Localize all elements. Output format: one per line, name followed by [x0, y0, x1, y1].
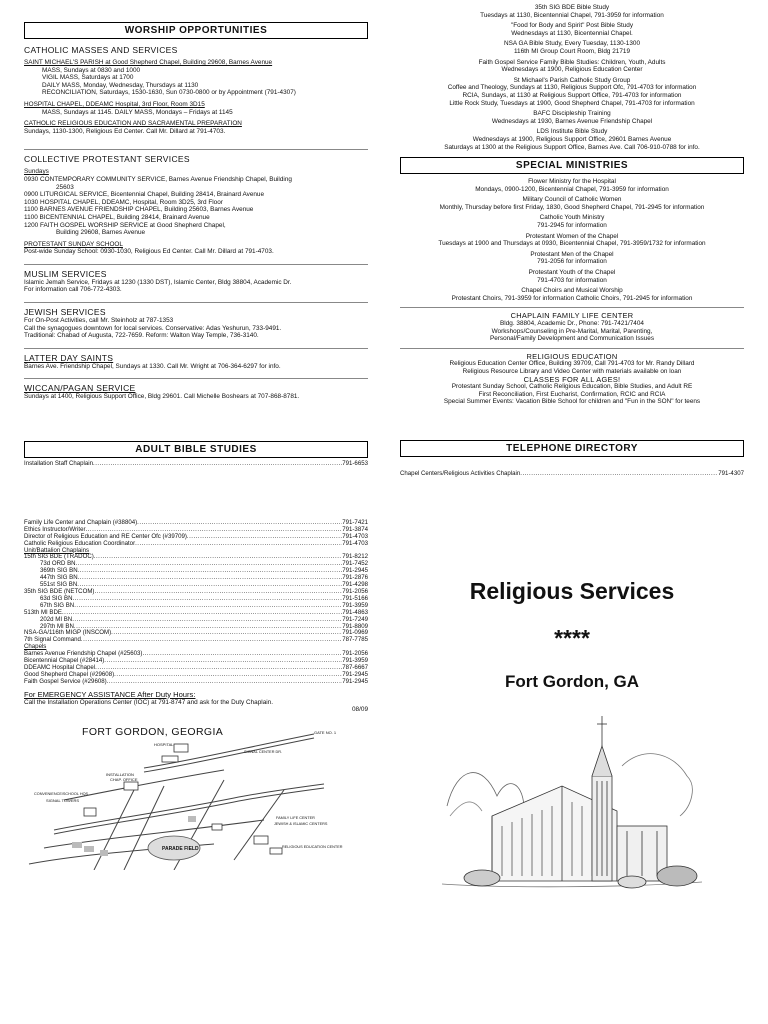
directory-entry-name: Unit/Battalion Chaplains: [24, 546, 90, 554]
bible-study-line: Saturdays at 1300 at the Religious Support Office, Barnes Ave. Call 706-910-0788 for info.: [444, 143, 700, 151]
map-label-parade: PARADE FIELD: [162, 845, 199, 852]
directory-entry-name: NSA-GA/116th MIGP (INSCOM): [24, 629, 112, 637]
directory-entry: [24, 610, 368, 617]
adult-bible-header: ADULT BIBLE STUDIES: [24, 441, 368, 458]
catholic-title: CATHOLIC MASSES AND SERVICES: [24, 45, 178, 55]
directory-entry: [24, 679, 368, 686]
family-life-center-section: [400, 312, 744, 342]
religious-ed-line: Special Summer Events: Vacation Bible School for children and "Fun in the SON" for teens: [443, 398, 701, 406]
ministry-line: 791-4703 for information: [537, 276, 607, 284]
family-center-line: CHAPLAIN FAMILY LIFE CENTER: [510, 312, 634, 320]
ministry-line: Chapel Choirs and Musical Worship: [521, 287, 623, 295]
special-ministries-list: [400, 178, 744, 302]
directory-entry-name: Good Shepherd Chapel (#29608): [24, 670, 115, 678]
directory-entry-name: 551st SIG BN: [40, 581, 78, 589]
map-label-hospital: HOSPITAL: [154, 741, 174, 747]
catholic-section: [24, 59, 368, 135]
directory-entry-name: Ethics Instructor/Writer: [24, 525, 86, 533]
bible-study-line: Coffee and Theology, Sundays at 1130, Religious Support Ofc, 791-4703 for information: [447, 84, 697, 92]
cover-location: Fort Gordon, GA: [504, 671, 640, 691]
bible-study-line: Wednesdays at 1930, Barnes Avenue Friendship Chapel: [491, 117, 653, 125]
catholic-line: VIGIL MASS, Saturdays at 1700: [42, 74, 134, 82]
jewish-line: Call the synagogues downtown for local services. Conservative: Adas Yeshurun, 733-9491.: [24, 324, 282, 332]
bible-study-line: Faith Gospel Service Family Bible Studies: Children, Youth, Adults: [478, 58, 666, 66]
family-center-line: Personal/Family Development and Communication Issues: [489, 335, 655, 343]
ministry-line: Protestant Men of the Chapel: [530, 250, 614, 258]
catholic-line: SAINT MICHAEL'S PARISH at Good Shepherd Chapel, Building 29608, Barnes Avenue: [24, 59, 273, 66]
directory-entry-name: Faith Gospel Service (#29608): [24, 677, 107, 685]
left-column: [24, 0, 368, 870]
directory-entry-number: 791-2056: [342, 650, 368, 658]
directory-entry-name: Family Life Center and Chaplain (#38804): [24, 518, 138, 526]
directory-entry-number: 791-5166: [342, 594, 368, 602]
bible-study-line: NSA GA Bible Study, Every Tuesday, 1130-1300: [503, 40, 641, 48]
bible-study-line: LDS Institute Bible Study: [536, 128, 608, 136]
special-ministries-header: SPECIAL MINISTRIES: [400, 157, 744, 174]
map-label-gate: GATE NO. 1: [314, 729, 337, 735]
ministry-line: Tuesdays at 1900 and Thursdays at 0930, Bicentennial Chapel, 791-3959/1732 for information: [438, 240, 706, 248]
catholic-line: HOSPITAL CHAPEL, DDEAMC Hospital, 3rd Floor, Room 3D15: [24, 100, 205, 108]
bible-study-line: Wednesdays at 1900, Religious Education Center: [501, 66, 643, 74]
worship-header: WORSHIP OPPORTUNITIES: [24, 22, 368, 39]
map-label-chap-office: CHAP. OFFICE: [110, 776, 138, 782]
map-label-religious: RELIGIOUS EDUCATION CENTER: [282, 844, 343, 849]
catholic-line: CATHOLIC RELIGIOUS EDUCATION AND SACRAMENTAL PREPARATION: [24, 120, 242, 128]
directory-entry-number: 791-2945: [342, 567, 368, 575]
jewish-title: JEWISH SERVICES: [24, 307, 106, 318]
protestant-line: PROTESTANT SUNDAY SCHOOL: [24, 240, 123, 248]
directory-entry-name: 63d SIG BN: [40, 594, 73, 602]
protestant-line: Post-wide Sunday School: 0930-1030, Religious Ed Center. Call Mr. Dillard at 791-4703.: [24, 248, 274, 256]
bible-study-line: BAFC Discipleship Training: [533, 110, 611, 118]
directory-entry-number: 791-8212: [342, 553, 368, 561]
religious-education-section: [400, 353, 744, 406]
religious-ed-line: CLASSES FOR ALL AGES!: [523, 375, 621, 384]
directory-entry: [24, 554, 368, 561]
ministry-line: Monthly, Thursday before first Friday, 1830, Good Shepherd Chapel, 791-2945 for information: [439, 203, 705, 211]
emergency-text: Call the Installation Operations Center (IOC) at 791-8747 and ask for the Duty Chaplain.: [24, 698, 274, 706]
directory-entry-number: 791-2056: [342, 588, 368, 595]
chapel-illustration: [442, 706, 702, 896]
bible-study-line: Little Rock Study, Tuesdays at 1900, Good Shepherd Chapel, 791-4703 for information: [449, 99, 695, 107]
bible-study-line: 35th SIG BDE Bible Study: [534, 4, 610, 11]
protestant-line: 1030 HOSPITAL CHAPEL, DDEAMC, Hospital, Room 3D25, 3rd Floor: [24, 198, 223, 206]
directory-entry-name: 369th SIG BN: [40, 567, 78, 575]
phone-directory-list: [24, 520, 368, 686]
ministry-line: Protestant Women of the Chapel: [525, 232, 619, 240]
ministry-line: Protestant Choirs, 791-3959 for information Catholic Choirs, 791-2945 for information: [451, 294, 693, 302]
directory-entry-number: 791-7452: [342, 560, 368, 568]
map-label-towers-top: CONVENIENCE/SCHOOL HQS: [34, 791, 89, 796]
protestant-line: 1200 FAITH GOSPEL WORSHIP SERVICE at Good Shepherd Chapel,: [24, 221, 226, 229]
map-label-towers: SIGNAL TOWERS: [46, 797, 80, 803]
directory-entry-name: 297th MI BN: [40, 622, 74, 630]
map-label-family: FAMILY LIFE CENTER: [276, 815, 315, 820]
directory-entry-name: 513th MI BDE: [24, 608, 62, 616]
muslim-line: For information call 706-772-4303.: [24, 286, 122, 294]
directory-entry: [24, 596, 368, 603]
map-label-jewish: JEWISH & ISLAMIC CENTERS: [274, 821, 328, 826]
directory-entry-name: Director of Religious Education and RE Center Ofc (#39709): [24, 532, 187, 540]
catholic-line: Sundays, 1130-1300, Religious Ed Center. Call Mr. Dillard at 791-4703.: [24, 127, 226, 135]
jewish-line: For On-Post Activities, call Mr. Steinholz at 787-1353: [24, 317, 174, 325]
directory-entry-number: 791-4298: [342, 581, 368, 589]
muslim-title: MUSLIM SERVICES: [24, 268, 107, 279]
protestant-line: 25603: [56, 183, 74, 191]
directory-entry-number: 791-0969: [342, 629, 368, 637]
directory-entry-number: 791-3874: [342, 525, 368, 533]
map-title: FORT GORDON, GEORGIA: [82, 725, 224, 738]
bible-study-line: St Michael's Parish Catholic Study Group: [513, 76, 631, 84]
directory-entry-name: 73d ORD BN: [40, 560, 76, 568]
muslim-line: Islamic Jemah Service, Fridays at 1230 (1330 DST), Islamic Center, Bldg 38804, Academic Dr.: [24, 278, 292, 286]
directory-entry-number: 791-2945: [342, 670, 368, 678]
directory-entry-name: 202d MI BN: [40, 615, 73, 623]
directory-entry-number: 791-2876: [342, 574, 368, 582]
directory-entry-name: 15th SIG BDE (TRADOC): [24, 553, 94, 561]
jewish-line: Traditional: Chabad of Augusta, 722-7659. Reform: Walton Way Temple, 736-3140.: [24, 332, 259, 340]
directory-entry-name: 7th Signal Command: [24, 636, 81, 644]
protestant-line: 1100 BARNES AVENUE FRIENDSHIP CHAPEL, Building 25603, Barnes Avenue: [24, 206, 254, 214]
directory-entry-number: 787-6667: [342, 663, 368, 671]
bible-study-line: Wednesdays at 1900, Religious Support Office, 29601 Barnes Avenue: [472, 135, 672, 143]
religious-ed-line: First Reconciliation, First Eucharist, Confirmation, RCIC and RCIA: [478, 390, 666, 398]
protestant-line: Building 29608, Barnes Avenue: [56, 229, 146, 237]
protestant-line: 0900 LITURGICAL SERVICE, Bicentennial Chapel, Building 28414, Brainard Avenue: [24, 191, 265, 199]
directory-entry-number: 791-8809: [342, 622, 368, 630]
religious-ed-line: Religious Education Center Office, Building 39709, Call 791-4703 for Mr. Randy Dillard: [449, 360, 695, 368]
religious-ed-line: Religious Resource Library and Video Center with materials available on loan: [462, 367, 682, 375]
fort-gordon-map: [24, 720, 368, 870]
jewish-section: [24, 317, 368, 340]
map-label-installation: INSTALLATION: [106, 771, 134, 777]
catholic-line: DAILY MASS, Monday, Wednesday, Thursdays at 1130: [42, 81, 199, 89]
protestant-title: COLLECTIVE PROTESTANT SERVICES: [24, 154, 190, 165]
emergency-title: For EMERGENCY ASSISTANCE After Duty Hours:: [24, 689, 196, 699]
ministry-line: Protestant Youth of the Chapel: [528, 269, 616, 277]
lds-line: Barnes Ave. Friendship Chapel, Sundays at 1330. Call Mr. Wright at 706-364-6297 for info.: [24, 362, 281, 370]
directory-entry: [24, 617, 368, 624]
muslim-section: [24, 279, 368, 294]
cover-title: Religious Services: [469, 577, 675, 604]
bible-study-line: RCIA, Sundays, at 1130 at Religious Support Office, 791-4703 for information: [462, 91, 682, 99]
directory-entry-name: Barnes Avenue Friendship Chapel (#25603): [24, 650, 143, 658]
bible-study-line: 116th MI Group Court Room, Bldg 21719: [513, 47, 631, 55]
bible-study-line: Wednesdays at 1130, Bicentennial Chapel.: [511, 29, 633, 37]
directory-entry-number: 791-4703: [342, 532, 368, 540]
wiccan-section: [24, 393, 368, 401]
bible-study-line: Tuesdays at 1130, Bicentennial Chapel, 791-3959 for information: [480, 11, 664, 19]
directory-entry-name: 35th SIG BDE (NETCOM): [24, 588, 95, 595]
directory-entry-number: 791-4863: [342, 608, 368, 616]
directory-entry-name: 67th SIG BN: [40, 601, 75, 609]
wiccan-line: Sundays at 1400, Religious Support Office, Bldg 29601. Call Michelle Boshears at 707-868-8781.: [24, 393, 300, 401]
religious-ed-line: Protestant Sunday School, Catholic Religious Education, Bible Studies, and Adult RE: [451, 383, 693, 391]
directory-entry: [24, 637, 368, 644]
cover-stars: ****: [554, 624, 590, 651]
directory-entry-number: 791-3959: [342, 601, 368, 609]
directory-entry-number: 791-4703: [342, 539, 368, 547]
ministry-line: Military Council of Catholic Women: [522, 196, 622, 204]
ministry-line: Mondays, 0900-1200, Bicentennial Chapel, 791-3959 for information: [475, 185, 669, 193]
right-column: [400, 0, 744, 896]
ministry-line: Flower Ministry for the Hospital: [528, 178, 616, 186]
ministry-line: 791-2056 for information: [537, 258, 607, 266]
lds-title: LATTER DAY SAINTS: [24, 352, 114, 363]
directory-entry-name: Catholic Religious Education Coordinator: [24, 539, 136, 547]
catholic-line: RECONCILIATION, Saturdays, 1530-1630, Sun 0730-0800 or by Appointment (791-4307): [42, 89, 296, 97]
protestant-line: Sundays: [24, 168, 49, 176]
family-center-line: Bldg. 38804, Academic Dr., Phone: 791-7421/7404: [500, 320, 644, 327]
lds-section: [24, 363, 368, 371]
directory-entry-name: Chapels: [24, 643, 47, 651]
telephone-first-entry: Chapel Centers/Religious Activities Chaplain ..... 791-4307: [400, 471, 744, 478]
emergency-date: 08/09: [352, 706, 368, 714]
protestant-line: 0930 CONTEMPORARY COMMUNITY SERVICE, Barnes Avenue Friendship Chapel, Building: [24, 175, 292, 183]
directory-entry-number: 791-7249: [342, 615, 368, 623]
adult-bible-first-entry: Installation Staff Chaplain ..... 791-6653: [24, 461, 368, 468]
catholic-line: MASS, Sundays at 0830 and 1000: [42, 66, 141, 74]
directory-entry-number: 791-3959: [342, 657, 368, 665]
family-center-line: Workshops/Counseling in Pre-Marital, Marital, Parenting,: [491, 327, 653, 335]
directory-entry-name: 447th SIG BN: [40, 574, 78, 582]
bible-study-line: "Food for Body and Spirit" Post Bible Study: [510, 22, 634, 30]
directory-entry-name: Bicentennial Chapel (#28414): [24, 657, 105, 665]
religious-ed-line: RELIGIOUS EDUCATION: [526, 352, 618, 361]
catholic-line: MASS, Sundays at 1145. DAILY MASS, Mondays – Fridays at 1145: [42, 108, 233, 116]
bible-studies-list: [400, 4, 744, 151]
protestant-section: [24, 168, 368, 256]
map-label-signal: SIGNAL CENTER DR.: [244, 749, 283, 754]
directory-entry-number: 787-7785: [342, 636, 368, 644]
directory-entry: [24, 603, 368, 610]
directory-entry-name: DDEAMC Hospital Chapel: [24, 663, 96, 671]
wiccan-title: WICCAN/PAGAN SERVICE: [24, 383, 136, 394]
directory-entry-number: 791-2945: [342, 677, 368, 685]
ministry-line: 791-2945 for information: [537, 222, 607, 230]
telephone-directory-header: TELEPHONE DIRECTORY: [400, 440, 744, 457]
directory-entry-number: 791-7421: [342, 518, 368, 526]
protestant-line: 1100 BICENTENNIAL CHAPEL, Building 28414, Brainard Avenue: [24, 213, 210, 221]
ministry-line: Catholic Youth Ministry: [539, 214, 605, 222]
directory-entry: [24, 589, 368, 596]
